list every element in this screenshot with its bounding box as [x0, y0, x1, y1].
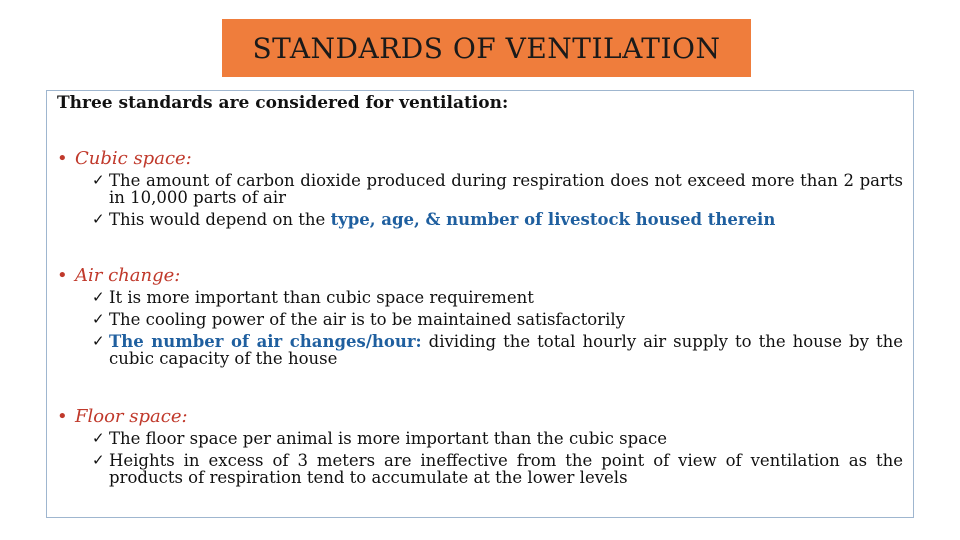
section-heading [57, 406, 903, 427]
bullet-icon: • [57, 265, 68, 286]
list-item [57, 311, 903, 328]
bullet-icon: • [57, 148, 68, 169]
item-highlight: The number of air changes/hour: [109, 332, 422, 351]
section-title: Cubic space: [75, 148, 192, 169]
section-title: Air change: [75, 265, 181, 286]
check-icon: ✓ [92, 310, 105, 328]
item-text: dividing the total hourly air supply to the house by the cubic capacity of the house [109, 332, 903, 368]
title-banner [222, 19, 751, 77]
check-icon: ✓ [92, 210, 105, 228]
bullet-icon: • [57, 406, 68, 427]
section-title: Floor space: [75, 406, 188, 427]
item-text: The amount of carbon dioxide produced during respiration does not exceed more than 2 parts in 10,000 parts of air [109, 171, 903, 207]
item-text: It is more important than cubic space requirement [109, 288, 534, 307]
item-text: This would depend on the [109, 210, 331, 229]
section-heading [57, 265, 903, 286]
list-item [57, 333, 903, 367]
list-item [57, 172, 903, 206]
item-text: The floor space per animal is more important than the cubic space [109, 429, 668, 448]
item-highlight: type, age, & number of livestock housed therein [330, 210, 776, 229]
check-icon: ✓ [92, 171, 105, 189]
section-floor-space [57, 406, 903, 486]
list-item [57, 430, 903, 447]
check-icon: ✓ [92, 451, 105, 469]
list-item [57, 452, 903, 486]
list-item [57, 211, 903, 228]
page-title: STANDARDS OF VENTILATION [252, 31, 721, 65]
check-icon: ✓ [92, 332, 105, 350]
check-icon: ✓ [92, 429, 105, 447]
list-item [57, 289, 903, 306]
intro-text: Three standards are considered for ventilation: [57, 93, 509, 113]
item-text: Heights in excess of 3 meters are ineffective from the point of view of ventilation as the products of respiration tend to accumulate at the lower levels [109, 451, 903, 487]
section-air-change [57, 265, 903, 367]
content-box [46, 90, 914, 518]
item-text: The cooling power of the air is to be maintained satisfactorily [109, 310, 625, 329]
section-heading [57, 148, 903, 169]
check-icon: ✓ [92, 288, 105, 306]
section-cubic-space [57, 148, 903, 228]
